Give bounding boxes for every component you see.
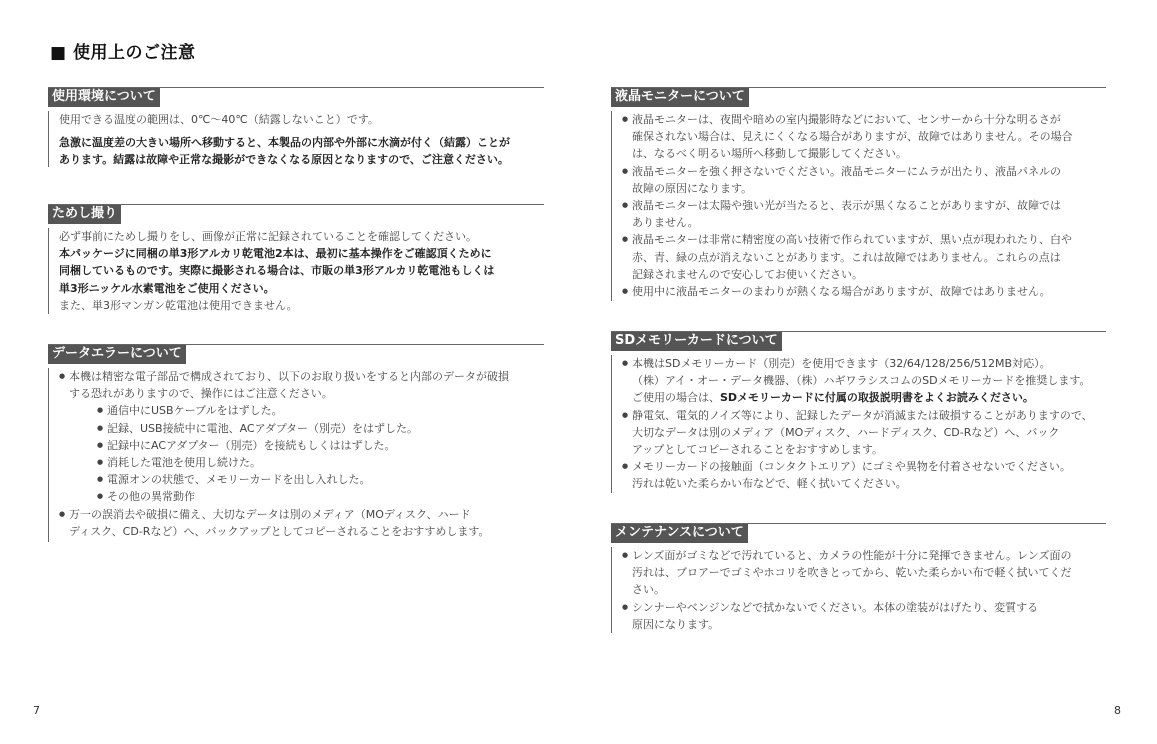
paragraph: 使用できる温度の範囲は、0℃～40℃（結露しないこと）です。 xyxy=(59,113,379,126)
sub-list-item: ● 消耗した電池を使用し続けた。 xyxy=(97,454,544,471)
section-title: ためし撮り xyxy=(48,205,121,224)
sub-list-item: ● 記録、USB接続中に電池、ACアダプター（別売）をはずした。 xyxy=(97,420,544,437)
section-body xyxy=(611,355,1106,493)
section-rule xyxy=(48,204,544,205)
list-item: ● 使用中に液晶モニターのまわりが熱くなる場合がありますが、故障ではありません。 xyxy=(622,283,1106,300)
page-number-right: 8 xyxy=(1114,704,1121,717)
section-title: データエラーについて xyxy=(48,345,186,364)
paragraph-line: 本パッケージに同梱の単3形アルカリ乾電池2本は、最初に基本操作をご確認頂くために xyxy=(59,247,492,261)
section-lcd-monitor xyxy=(611,87,1106,303)
list-item: ● 静電気、電気的ノイズ等により、記録したデータが消滅または破損することがありますので、 大切なデータは別のメディア（MOディスク、ハードディスク、CD-Rなど）へ、バック アップとしてコピーされることをおすすめします。 xyxy=(622,407,1106,459)
section-title: SDメモリーカードについて xyxy=(611,332,782,351)
list-item: ● 液晶モニターは太陽や強い光が当たると、表示が黒くなることがありますが、故障では ありません。 xyxy=(622,197,1106,231)
section-usage-environment xyxy=(48,87,544,169)
section-trial-shooting xyxy=(48,204,544,316)
sub-list-item: ● 電源オンの状態で、メモリーカードを出し入れした。 xyxy=(97,471,544,488)
section-body xyxy=(48,111,544,167)
list-item: ● メモリーカードの接触面（コンタクトエリア）にゴミや異物を付着させないでください。 汚れは乾いた柔らかい布などで、軽く拭いてください。 xyxy=(622,458,1106,492)
list-item: ● 液晶モニターは非常に精密度の高い技術で作られていますが、黒い点が現われたり、白や 赤、青、緑の点が消えないことがあります。これは故障ではありません。これらの点は 記録されませんので安心してお使いください。 xyxy=(622,231,1106,283)
section-body xyxy=(611,547,1106,633)
page-number-left: 7 xyxy=(33,704,40,717)
section-data-error xyxy=(48,344,544,544)
list-item: ● 本機はSDメモリーカード（別売）を使用できます（32/64/128/256/512MB対応）。 （株）アイ・オー・データ機器、（株）ハギワラシスコムのSDメモリーカードを推奨します。 ご使用の場合は、SDメモリーカードに付属の取扱説明書をよくお読みください。 xyxy=(622,355,1106,407)
paragraph-line: 単3形ニッケル水素電池をご使用ください。 xyxy=(59,281,275,295)
section-body xyxy=(611,111,1106,301)
list-item: ● 液晶モニターを強く押さないでください。液晶モニターにムラが出たり、液晶パネルの 故障の原因になります。 xyxy=(622,163,1106,197)
paragraph-line: 急激に温度差の大きい場所へ移動すると、本製品の内部や外部に水滴が付く（結露）ことが xyxy=(59,136,510,150)
list-item: ● 液晶モニターは、夜間や暗めの室内撮影時などにおいて、センサーから十分な明るさが 確保されない場合は、見えにくくなる場合がありますが、故障ではありません。その場合 は、なるべく明るい場所へ移動して撮影してください。 xyxy=(622,111,1106,163)
paragraph: 必ず事前にためし撮りをし、画像が正常に記録されていることを確認してください。 xyxy=(59,230,477,243)
sub-list-item: ● 通信中にUSBケーブルをはずした。 xyxy=(97,402,544,419)
section-title: 使用環境について xyxy=(48,88,160,107)
section-title: メンテナンスについて xyxy=(611,524,748,543)
paragraph-line: あります。結露は故障や正常な撮影ができなくなる原因となりますので、ご注意ください。 xyxy=(59,153,509,167)
section-maintenance xyxy=(611,523,1106,635)
sub-list-item: ● その他の異常動作 xyxy=(97,488,544,505)
section-sd-memory-card xyxy=(611,331,1106,495)
paragraph: また、単3形マンガン乾電池は使用できません。 xyxy=(59,298,298,312)
list-item: ● シンナーやベンジンなどで拭かないでください。本体の塗装がはげたり、変質する 原因になります。 xyxy=(622,599,1106,633)
page-title: ■ 使用上のご注意 xyxy=(50,43,196,63)
list-item: ● 万一の誤消去や破損に備え、大切なデータは別のメディア（MOディスク、ハード ディスク、CD-Rなど）へ、バックアップとしてコピーされることをおすすめします。 xyxy=(59,506,544,540)
section-body xyxy=(48,368,544,542)
sub-list-item: ● 記録中にACアダプター（別売）を接続もしくははずした。 xyxy=(97,437,544,454)
list-item: ● 本機は精密な電子部品で構成されており、以下のお取り扱いをすると内部のデータが破損 する恐れがありますので、操作にはご注意ください。 ● 通信中にUSBケーブルをはずした。 ● 記録、USB接続中に電池、ACアダプター（別売）をはずした。 ● 記録中にACアダプター（別売）を接続もしくははずした。 ● 消耗した電池を使用し続けた。 ● 電源オンの状態で、メモリーカードを出し入れした。 ● その他の異常動作 xyxy=(59,368,544,506)
paragraph-line: 同梱しているものです。実際に撮影される場合は、市販の単3形アルカリ乾電池もしくは xyxy=(59,264,495,278)
section-title: 液晶モニターについて xyxy=(611,88,749,107)
emphasis-text: SDメモリーカードに付属の取扱説明書をよくお読みください。 xyxy=(720,391,1034,405)
section-body xyxy=(48,228,544,314)
list-item: ● レンズ面がゴミなどで汚れていると、カメラの性能が十分に発揮できません。レンズ面の 汚れは、ブロアーでゴミやホコリを吹きとってから、乾いた柔らかい布で軽く拭いてくだ さい。 xyxy=(622,547,1106,599)
